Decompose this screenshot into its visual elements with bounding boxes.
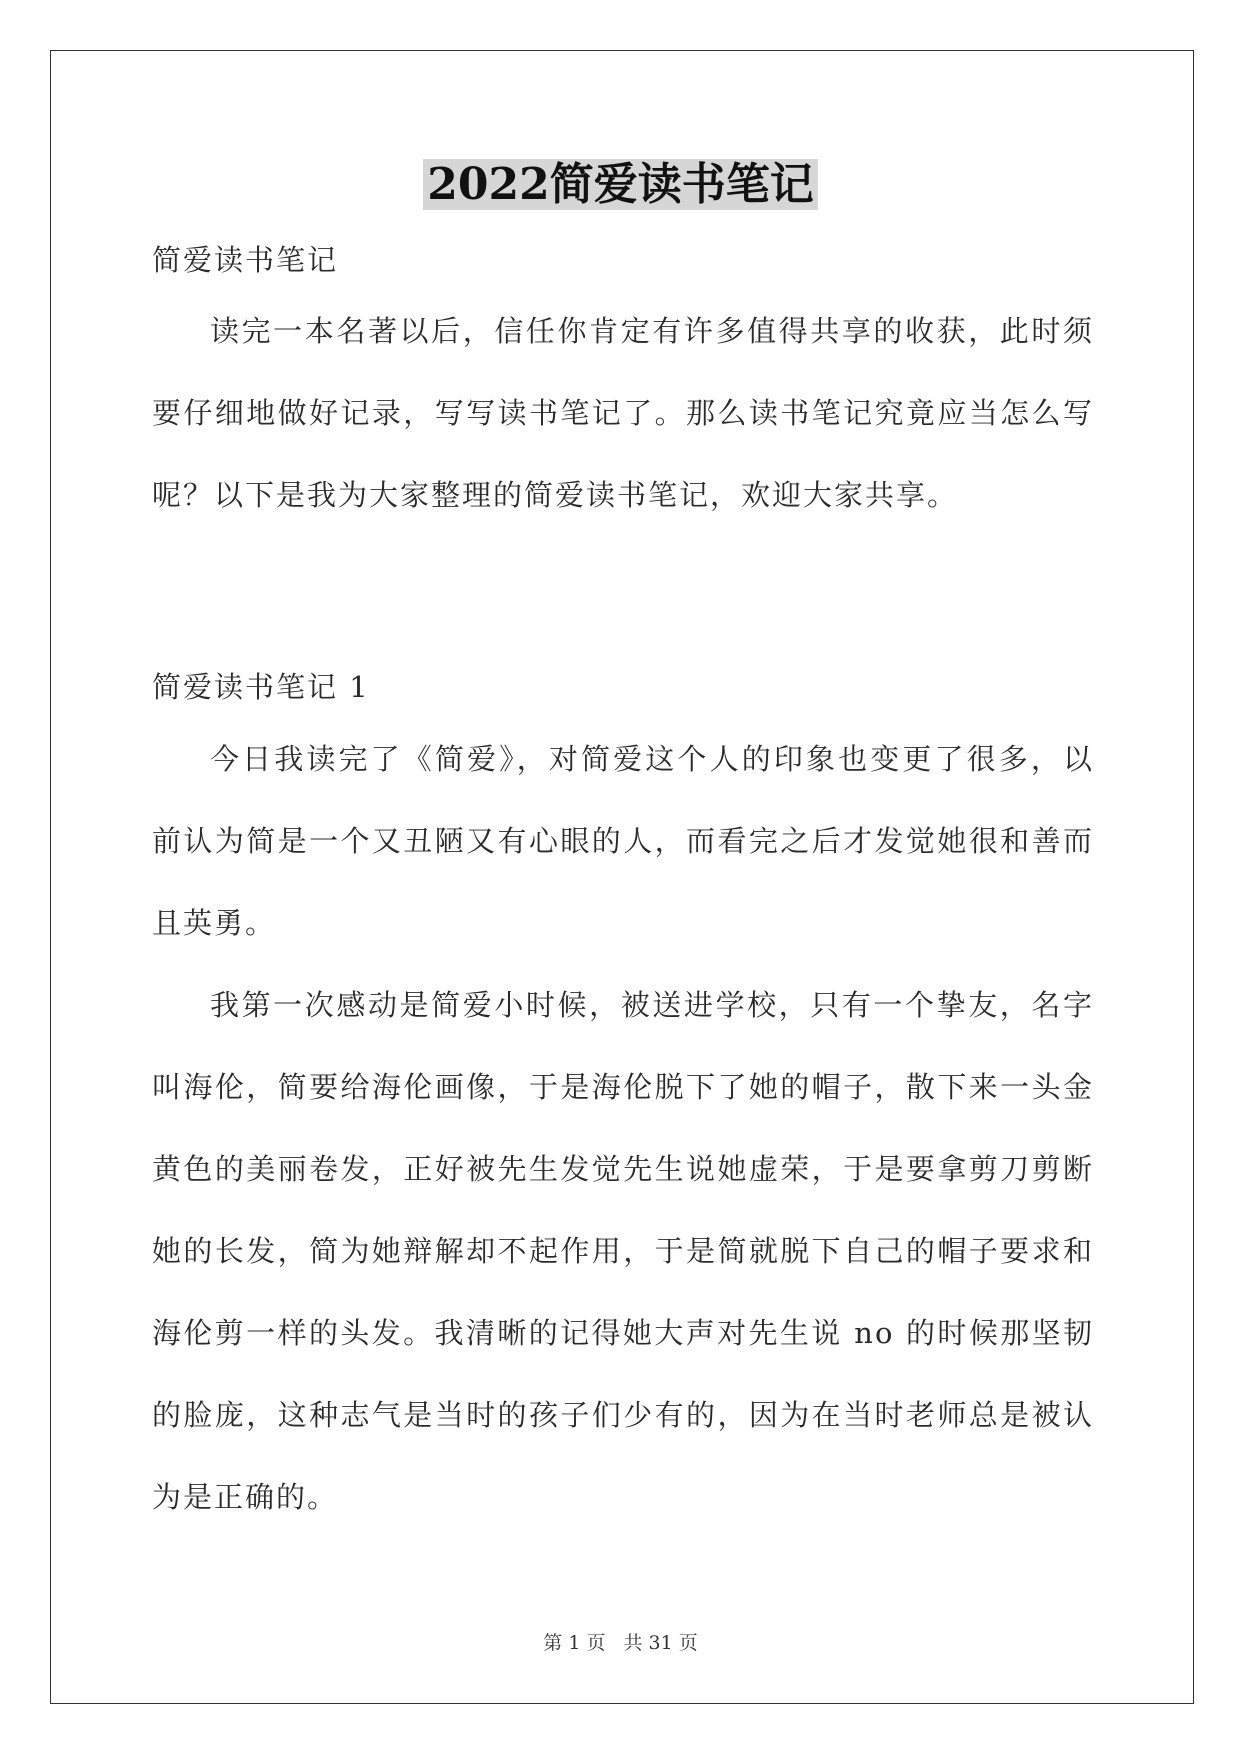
document-subtitle: 简爱读书笔记 [152,243,339,277]
page-total: 共 31 页 [623,1632,698,1654]
document-title-text: 2022简爱读书笔记 [423,159,817,210]
body-paragraph-1: 今日我读完了《简爱》，对简爱这个人的印象也变更了很多，以前认为简是一个又丑陋又有心眼的人，而看完之后才发觉她很和善而且英勇。 [152,742,1094,940]
intro-paragraph: 读完一本名著以后，信任你肯定有许多值得共享的收获，此时须要仔细地做好记录，写写读书笔记了。那么读书笔记究竟应当怎么写呢？以下是我为大家整理的简爱读书笔记，欢迎大家共享。 [152,314,1094,512]
page-number: 第 1 页 [543,1632,606,1654]
page-footer [0,1628,1241,1655]
body-paragraph-2: 我第一次感动是简爱小时候，被送进学校，只有一个挚友，名字叫海伦，简要给海伦画像，于是海伦脱下了她的帽子，散下来一头金黄色的美丽卷发，正好被先生发觉先生说她虚荣，于是要拿剪刀剪断她的长发，简为她辩解却不起作用，于是简就脱下自己的帽子要求和海伦剪一样的头发。我清晰的记得她大声对先生说 no 的时候那坚韧的脸庞，这种志气是当时的孩子们少有的，因为在当时老师总是被认为是正确的。 [152,988,1094,1514]
document-title [0,155,1241,215]
section-heading: 简爱读书笔记 1 [152,670,370,704]
